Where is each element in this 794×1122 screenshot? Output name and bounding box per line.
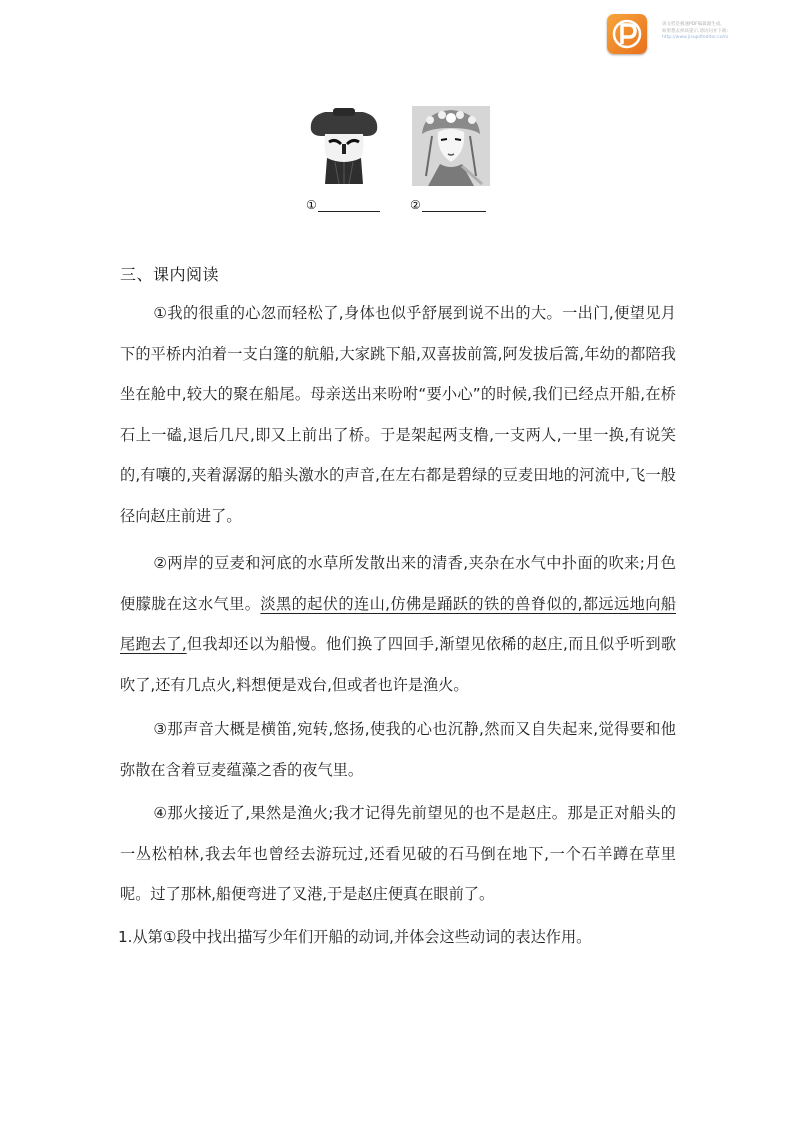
pdf-editor-logo-icon <box>607 14 647 54</box>
paragraph-1 <box>120 293 676 536</box>
answer-blank-1[interactable] <box>306 198 380 212</box>
section-title: 三、课内阅读 <box>120 265 220 284</box>
paragraph-4 <box>120 793 676 915</box>
paragraph-3 <box>120 709 676 790</box>
paragraph-2-text-c: 但我却还以为船慢。他们换了四回手,渐望见依稀的赵庄,而且似乎听到歌吹了,还有几点火,料想便是戏台,但或者也许是渔火。 <box>120 635 677 694</box>
answer-blank-2-label: ② <box>410 198 421 212</box>
watermark-line1: 该文档是极速PDF编辑器生成, <box>662 22 722 27</box>
opera-face-image-2 <box>412 106 490 186</box>
paragraph-1-text: ①我的很重的心忽而轻松了,身体也似乎舒展到说不出的大。一出门,便望见月下的平桥内泊着一支白篷的航船,大家跳下船,双喜拔前篙,阿发拔后篙,年幼的都陪我坐在舱中,较大的聚在船尾。母亲送出来吩咐“要小心”的时候,我们已经点开船,在桥石上一磕,退后几尺,即又上前出了桥。于是架起两支橹,一支两人,一里一换,有说笑的,有嚷的,夹着潺潺的船头激水的声音,在左右都是碧绿的豆麦田地的河流中,飞一般径向赵庄前进了。 <box>120 304 676 525</box>
opera-face-image-1 <box>305 106 383 186</box>
paragraph-3-text: ③那声音大概是横笛,宛转,悠扬,使我的心也沉静,然而又自失起来,觉得要和他弥散在含着豆麦蕴藻之香的夜气里。 <box>120 720 676 779</box>
watermark-url: http://www.jisupdfeditor.com/ <box>662 35 729 40</box>
watermark-text <box>662 22 792 42</box>
paragraph-2 <box>120 543 676 705</box>
answer-blank-1-line[interactable] <box>318 199 380 212</box>
paragraph-2-underlined-sentence: 淡黑的起伏的连山,仿佛是踊跃的铁的兽脊似的,都远远地向船尾跑去了, <box>120 594 677 653</box>
paragraph-4-text: ④那火接近了,果然是渔火;我才记得先前望见的也不是赵庄。那是正对船头的一丛松柏林,我去年也曾经去游玩过,还看见破的石马倒在地下,一个石羊蹲在草里呢。过了那林,船便弯进了叉港,于是赵庄便真在眼前了。 <box>120 804 676 903</box>
paragraph-2-text-a: ②两岸的豆麦和河底的水草所发散出来的清香,夹杂在水气中扑面的吹来;月色便朦胧在这水气里。 <box>120 554 676 613</box>
watermark-line2: 如果想去掉该提示,请访问并下载: <box>662 28 728 34</box>
answer-blank-1-label: ① <box>306 198 317 212</box>
answer-blank-2-line[interactable] <box>422 199 486 212</box>
answer-blank-2[interactable] <box>410 198 486 212</box>
question-1: 1.从第①段中找出描写少年们开船的动词,并体会这些动词的表达作用。 <box>118 928 592 946</box>
